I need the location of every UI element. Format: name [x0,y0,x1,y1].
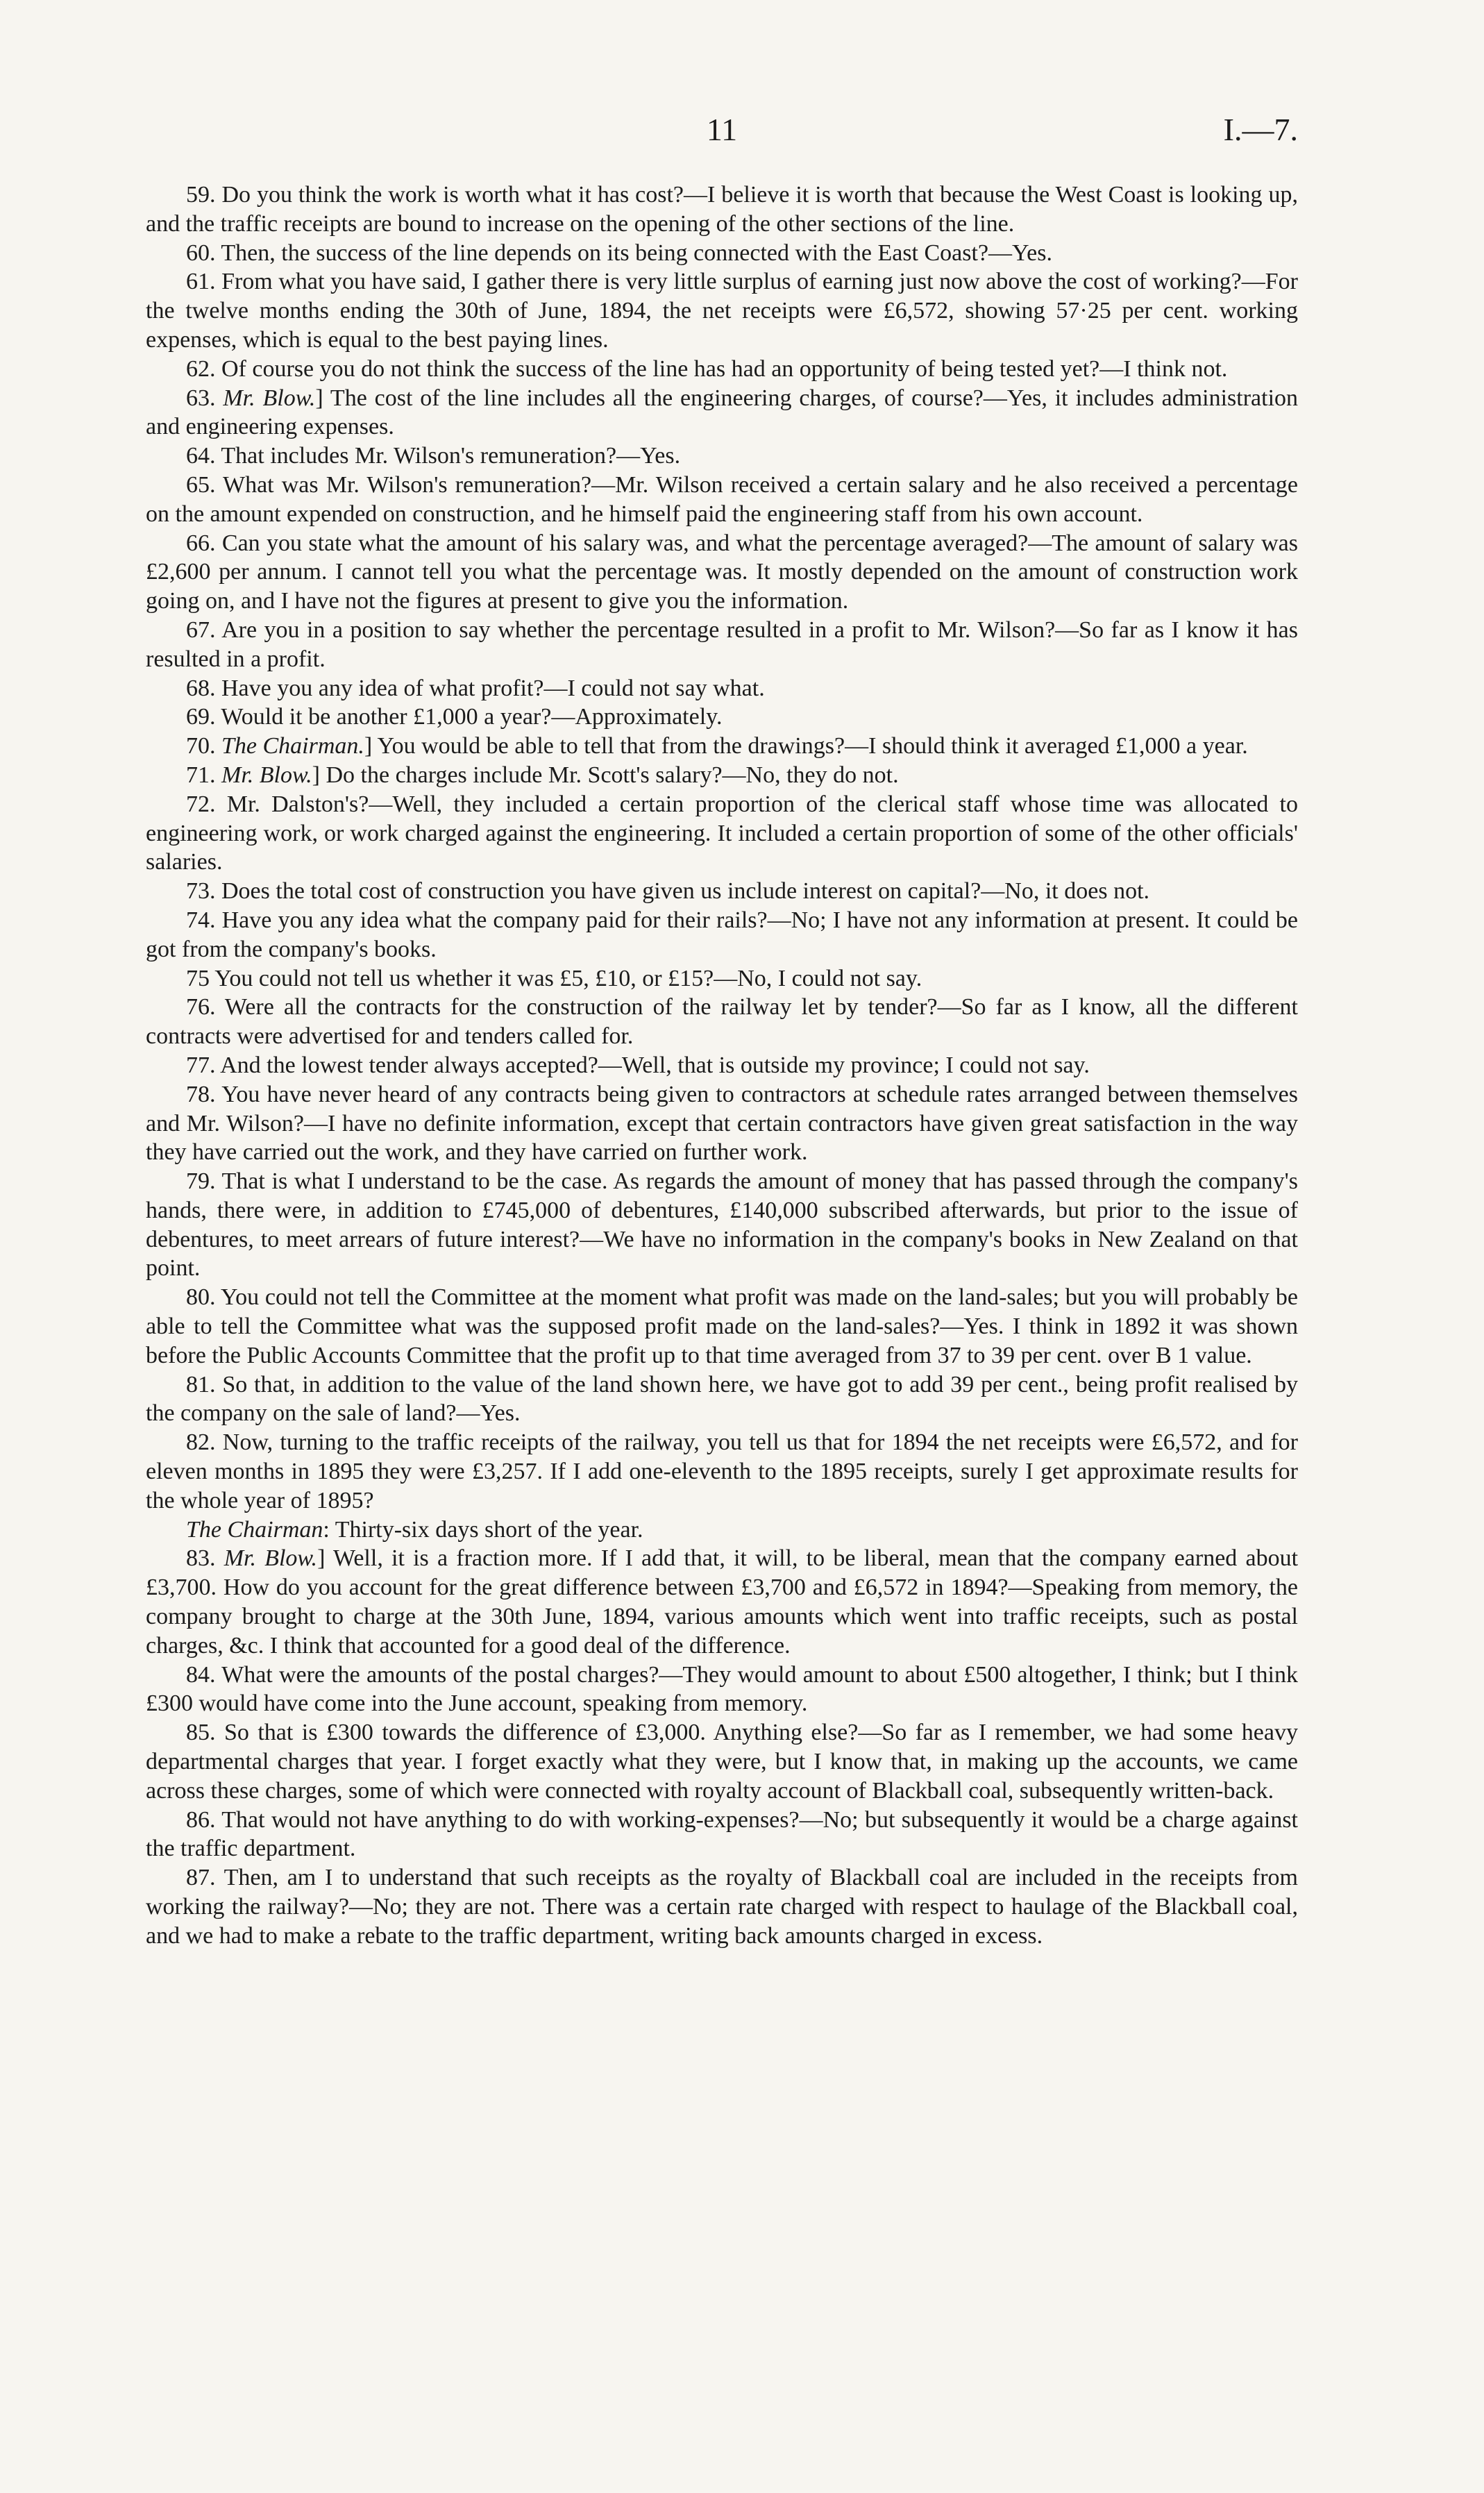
paragraph-text: : Thirty-six days short of the year. [323,1516,643,1543]
speaker-name: The Chairman [186,1516,323,1543]
transcript-paragraph: 60. Then, the success of the line depends on its being connected with the East Coast?—Yes. [186,240,1053,266]
question-number: 63. [186,385,224,411]
transcript-paragraph [146,1516,1298,1545]
document-page [146,111,1298,1951]
transcript-paragraph: 62. Of course you do not think the success of the line has had an opportunity of being tested yet?—I think not. [186,355,1228,382]
speaker-name: Mr. Blow. [223,385,316,411]
question-number: 71. [186,762,221,788]
paragraph-text: ] Well, it is a fraction more. If I add that, it will, to be liberal, mean that the company earned about £3,700. How do you account for the great difference between £3,700 and £6,572 in 1894?—Speaking from memory, the company brought to charge at the 30th June, 1894, various amounts which went into traffic receipts, such as postal charges, &c. I think that accounted for a good deal of the difference. [146,1545,1299,1659]
transcript-paragraph: 80. You could not tell the Committee at the moment what profit was made on the land-sales; but you will probably be able to tell the Committee what was the supposed profit made on the land-sales?—Yes. I think in 1892 it was shown before the Public Accounts Committee that the profit up to that time averaged from 37 to 39 per cent. over B 1 value. [146,1284,1298,1368]
transcript-paragraph: 82. Now, turning to the traffic receipts of the railway, you tell us that for 1894 the net receipts were £6,572, and for eleven months in 1895 they were £3,257. If I add one-eleventh to the 1895 receipts, surely I get approximate results for the whole year of 1895? [146,1429,1298,1513]
transcript-paragraph: 85. So that is £300 towards the difference of £3,000. Anything else?—So far as I remember, we had some heavy departmental charges that year. I forget exactly what they were, but I know that, in making up the accounts, we came across these charges, some of which were connected with royalty account of Blackball coal, subsequently written-back. [146,1720,1298,1804]
transcript-paragraph: 59. Do you think the work is worth what it has cost?—I believe it is worth that because the West Coast is looking up, and the traffic receipts are bound to increase on the opening of the other sections of the line. [146,182,1298,237]
transcript-paragraph: 68. Have you any idea of what profit?—I could not say what. [186,675,765,701]
transcript-paragraph: 79. That is what I understand to be the case. As regards the amount of money that has passed through the company's hands, there were, in addition to £745,000 of debentures, £140,000 subscribed afterwards, but prior to the issue of debentures, to meet arrears of future interest?—We have no information in the company's books in New Zealand on that point. [146,1168,1298,1282]
paragraph-text: ] You would be able to tell that from the drawings?—I should think it averaged £1,000 a year. [364,733,1248,759]
page-number: 11 [706,112,738,147]
transcript-paragraph: 61. From what you have said, I gather there is very little surplus of earning just now above the cost of working?—For the twelve months ending the 30th of June, 1894, the net receipts were £6,572, showing 57·25 per cent. working expenses, which is equal to the best paying lines. [146,269,1298,353]
page-header [146,111,1298,167]
transcript-paragraph: 78. You have never heard of any contracts being given to contractors at schedule rates arranged between themselves and Mr. Wilson?—I have no definite information, except that certain contractors have given great satisfaction in the way they have carried out the work, and they have carried on further work. [146,1081,1298,1166]
document-reference: I.—7. [1223,112,1298,147]
transcript-paragraph: 67. Are you in a position to say whether the percentage resulted in a profit to Mr. Wilson?—So far as I know it has resulted in a profit. [146,616,1298,672]
transcript-paragraph: 84. What were the amounts of the postal charges?—They would amount to about £500 altogether, I think; but I think £300 would have come into the June account, speaking from memory. [146,1661,1298,1717]
transcript-paragraph: 66. Can you state what the amount of his salary was, and what the percentage averaged?—The amount of salary was £2,600 per annum. I cannot tell you what the percentage was. It mostly depended on the amount of construction work going on, and I have not the figures at present to give you the information. [146,530,1298,614]
transcript-paragraph [146,761,1298,790]
transcript-paragraph: 75 You could not tell us whether it was £5, £10, or £15?—No, I could not say. [186,965,922,991]
speaker-name: The Chairman. [221,733,364,759]
speaker-name: Mr. Blow. [224,1545,318,1572]
question-number: 70. [186,733,221,759]
transcript-paragraph: 86. That would not have anything to do with working-expenses?—No; but subsequently it would be a charge against the traffic department. [146,1806,1298,1862]
transcript-body [146,181,1298,1951]
transcript-paragraph: 76. Were all the contracts for the construction of the railway let by tender?—So far as I know, all the different contracts were advertised for and tenders called for. [146,994,1298,1050]
transcript-paragraph: 65. What was Mr. Wilson's remuneration?—Mr. Wilson received a certain salary and he also received a percentage on the amount expended on construction, and he himself paid the engineering staff from his own account. [146,471,1298,527]
transcript-paragraph: 73. Does the total cost of construction you have given us include interest on capital?—No, it does not. [186,878,1150,905]
transcript-paragraph: 64. That includes Mr. Wilson's remuneration?—Yes. [186,443,681,469]
speaker-name: Mr. Blow. [221,762,312,788]
transcript-paragraph [146,1544,1298,1660]
transcript-paragraph: 69. Would it be another £1,000 a year?—Approximately. [186,704,723,730]
transcript-paragraph: 74. Have you any idea what the company paid for their rails?—No; I have not any information at present. It could be got from the company's books. [146,907,1298,962]
paragraph-text: ] The cost of the line includes all the engineering charges, of course?—Yes, it includes administration and engineering expenses. [146,385,1299,440]
question-number: 83. [186,1545,224,1572]
paragraph-text: ] Do the charges include Mr. Scott's salary?—No, they do not. [312,762,899,788]
transcript-paragraph [146,384,1298,442]
transcript-paragraph: 72. Mr. Dalston's?—Well, they included a certain proportion of the clerical staff whose time was allocated to engineering work, or work charged against the engineering. It included a certain proportion of some of the other officials' salaries. [146,791,1298,875]
transcript-paragraph: 77. And the lowest tender always accepted?—Well, that is outside my province; I could not say. [186,1052,1090,1078]
transcript-paragraph [146,732,1298,761]
transcript-paragraph: 87. Then, am I to understand that such receipts as the royalty of Blackball coal are included in the receipts from working the railway?—No; they are not. There was a certain rate charged with respect to haulage of the Blackball coal, and we had to make a rebate to the traffic department, writing back amounts charged in excess. [146,1865,1298,1949]
transcript-paragraph: 81. So that, in addition to the value of the land shown here, we have got to add 39 per cent., being profit realised by the company on the sale of land?—Yes. [146,1371,1298,1427]
